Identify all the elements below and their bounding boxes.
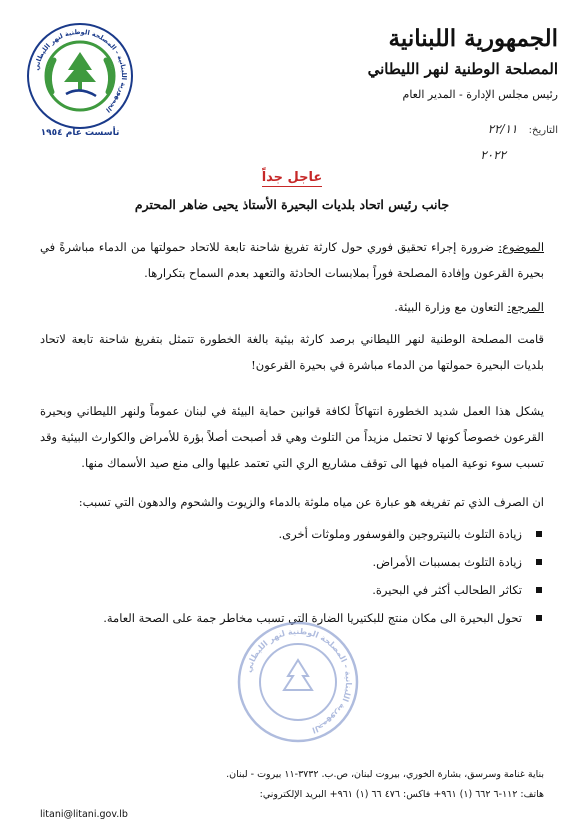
body-paragraph-2: يشكل هذا العمل شديد الخطورة انتهاكاً لكافة قوانين حماية البيئة في لبنان عموماً ولنهر الليطاني وبحيرة القرعون خصوصاً كونها لا تحتمل مزيداً من التلوث وهي قد أصبحت أصلاً بؤرة للأمراض والكوارث البيئية وقد تسبب سوء نوعية المياه فيها الى توقف مشاريع الري التي تعتمد عليها والى منع صيد الأسماك منها. [40,404,544,470]
bullet-icon [536,615,542,621]
stamp-ring-text: الجمهورية اللبنانية - المصلحة الوطنية لنهر الليطاني [243,626,354,735]
date-label: التاريخ: [528,125,558,136]
subject-paragraph [40,234,544,286]
reference-text: التعاون مع وزارة البيئة. [394,300,504,314]
list-item: زيادة التلوث بالنيتروجين والفوسفور وملوثات أخرى. [40,520,544,548]
list-item: تحول البحيرة الى مكان منتج للبكتيريا الضارة التي تسبب مخاطر جمة على الصحة العامة. [40,604,544,632]
addressee: جانب رئيس اتحاد بلديات البحيرة الأستاذ يحيى ضاهر المحترم [134,197,450,212]
logo-ring-text: الجمهورية اللبنانية - المصلحة الوطنية لنهر الليطاني [32,27,129,115]
stamp-cedar-icon [284,660,312,690]
footer-contact: هاتف: ١١٢-٦ ٦٦٢ (١) ٩٦١+ فاكس: ٤٧٦ ٦٦ (١) ٩٦١+ البريد الإلكتروني: [259,789,544,800]
letterhead [338,24,558,104]
republic-title: الجمهورية اللبنانية [388,25,558,52]
bullet-icon [536,587,542,593]
body-paragraph-1: قامت المصلحة الوطنية لنهر الليطاني برصد كارثة بيئية بالغة الخطورة تتمثل بتفريغ شاحنة تابعة لاتحاد بلديات البحيرة حمولتها من الدماء مباشرة في بحيرة القرعون! [40,332,544,372]
urgent-label: عاجل جداً [261,170,323,185]
subject-text: ضرورة إجراء تحقيق فوري حول كارثة تفريغ شاحنة تابعة للاتحاد حمولتها من الدماء مباشرةً في بحيرة القرعون وإفادة المصلحة فوراً بملابسات الحادثة والتعهد بعدم السماح بتكرارها. [40,240,544,280]
litani-logo-icon [26,22,134,130]
footer-address: بناية غنامة وسرسق، بشارة الخوري، بيروت لبنان، ص.ب. ٣٧٣٢-١١ بيروت - لبنان. [226,769,544,780]
sender-role: رئيس مجلس الإدارة - المدير العام [402,88,558,101]
subject-label: الموضوع: [498,240,545,254]
reference-label: المرجع: [507,300,544,314]
bullet-icon [536,531,542,537]
authority-title: المصلحة الوطنية لنهر الليطاني [367,60,558,78]
official-stamp-icon [236,620,360,744]
logo-caption: تأسست عام ١٩٥٤ [40,128,120,138]
body-paragraph-3: ان الصرف الذي تم تفريغه هو عبارة عن مياه ملوثة بالدماء والزيوت والشحوم والدهون التي تسبب: [78,495,544,509]
list-item: زيادة التلوث بمسببات الأمراض. [40,548,544,576]
date-row [488,122,558,136]
effects-list [40,520,544,632]
bullet-icon [536,559,542,565]
reference-paragraph [40,294,544,320]
date-handwritten-2: ٢٠٢٢ [480,148,506,162]
footer-email: litani@litani.gov.lb [40,809,128,820]
date-handwritten-1: ٢٢/١١ [487,122,518,136]
list-item: تكاثر الطحالب أكثر في البحيرة. [40,576,544,604]
